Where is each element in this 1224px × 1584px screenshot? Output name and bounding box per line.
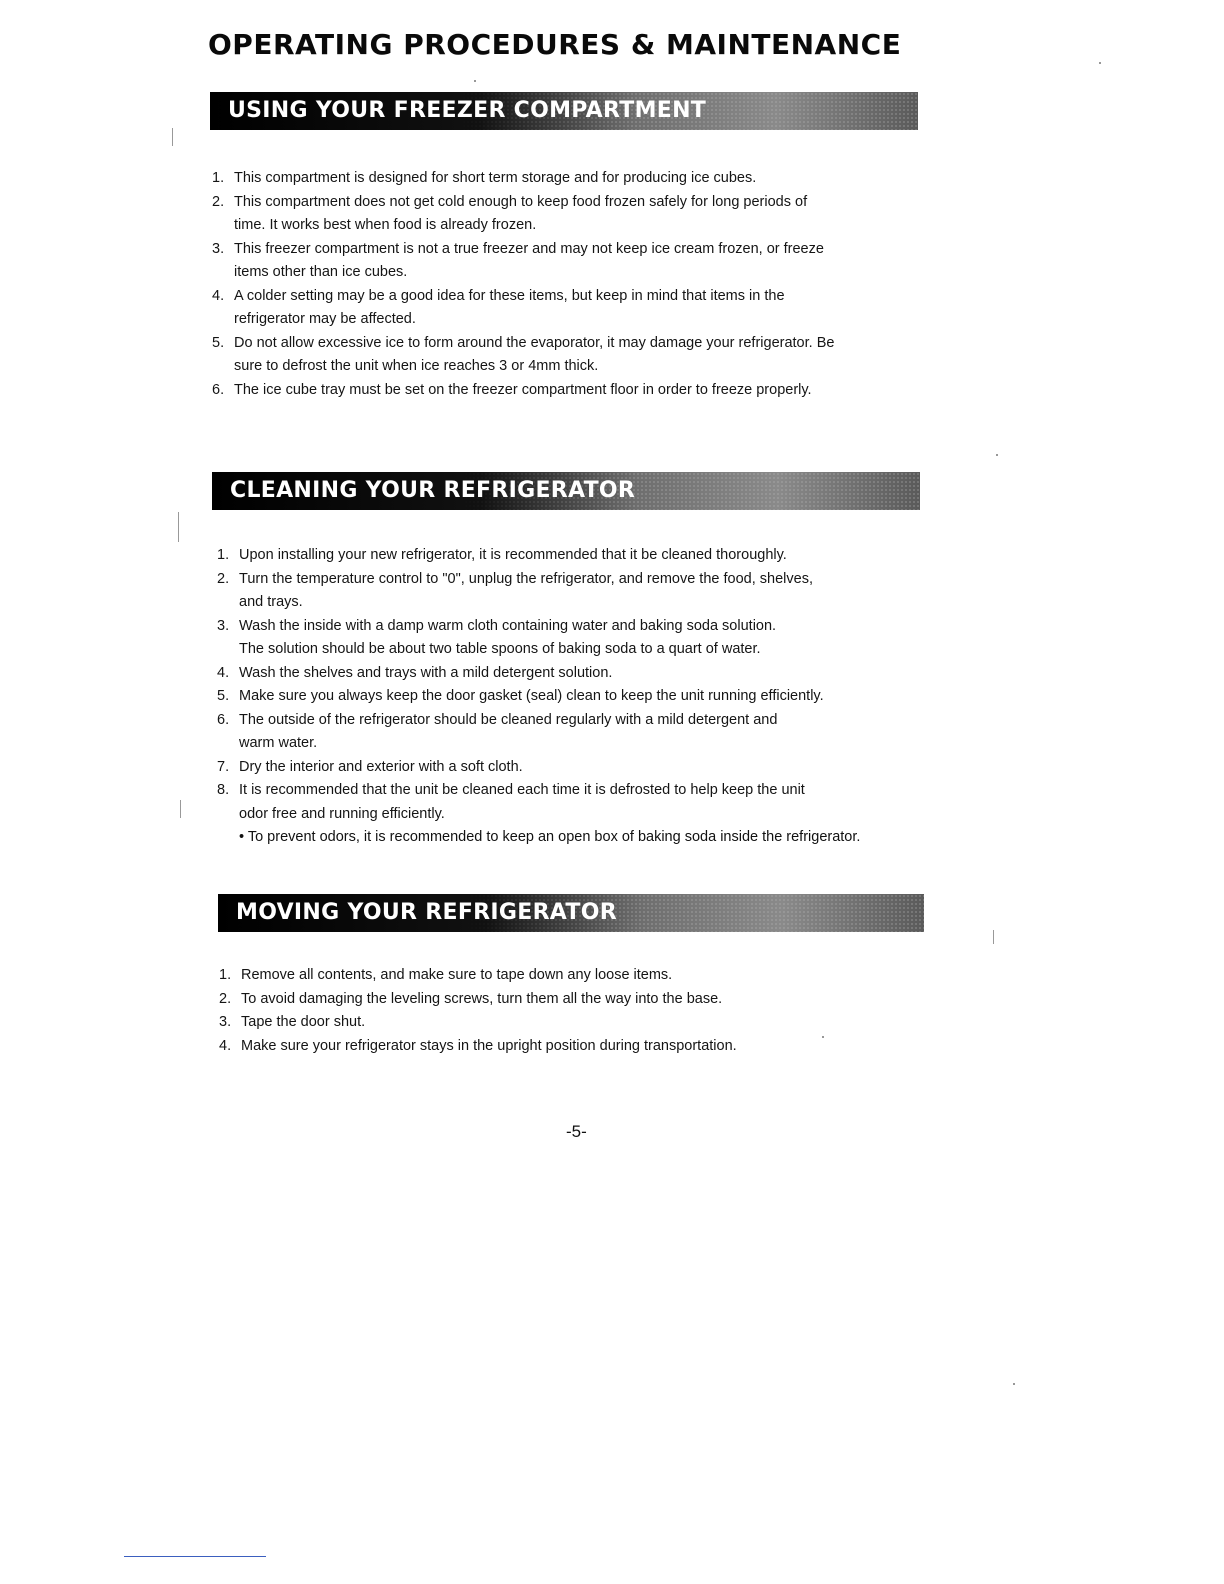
scan-artifact [996,454,998,456]
cleaning-list [217,544,860,850]
list-item: 2. Turn the temperature control to "0", unplug the refrigerator, and remove the food, shelves, and trays. [217,570,813,610]
list-item: 3. Wash the inside with a damp warm cloth containing water and baking soda solution. The solution should be about two table spoons of baking soda to a quart of water. [217,617,777,657]
list-item: 1. This compartment is designed for short term storage and for producing ice cubes. [212,170,757,186]
scan-artifact [474,80,476,82]
section-heading: MOVING YOUR REFRIGERATOR [236,900,617,925]
scan-artifact [124,1556,266,1557]
section-banner-moving [218,894,924,932]
list-item: 1. Remove all contents, and make sure to tape down any loose items. [219,967,673,983]
section-heading: CLEANING YOUR REFRIGERATOR [230,478,636,503]
scan-artifact [172,128,173,146]
scan-artifact [180,800,181,818]
list-item: 3. This freezer compartment is not a true freezer and may not keep ice cream frozen, or freeze items other than ice cubes. [212,240,824,280]
list-item: 5. Make sure you always keep the door gasket (seal) clean to keep the unit running efficiently. [217,688,824,704]
list-item: 5. Do not allow excessive ice to form around the evaporator, it may damage your refrigerator. Be sure to defrost the unit when ice reaches 3 or 4mm thick. [212,334,835,374]
scan-artifact [1099,62,1101,64]
scan-artifact [178,512,179,542]
section-banner-cleaning [212,472,920,510]
page-number: -5- [566,1122,587,1141]
list-item: 7. Dry the interior and exterior with a soft cloth. [217,758,523,775]
list-item: 8. It is recommended that the unit be cleaned each time it is defrosted to help keep the unit odor free and running efficiently. [217,782,805,822]
scan-artifact [822,1036,824,1038]
page-title: OPERATING PROCEDURES & MAINTENANCE [208,28,902,61]
list-item: 1. Upon installing your new refrigerator, it is recommended that it be cleaned thoroughly. [217,547,787,563]
list-item: 4. Make sure your refrigerator stays in the upright position during transportation. [219,1037,737,1054]
cleaning-note: • To prevent odors, it is recommended to keep an open box of baking soda inside the refrigerator. [239,829,861,845]
list-item: 4. Wash the shelves and trays with a mild detergent solution. [217,664,613,681]
freezer-list [212,167,834,402]
section-banner-freezer [210,92,918,130]
scan-artifact [1013,1383,1015,1385]
list-item: 6. The outside of the refrigerator should be cleaned regularly with a mild detergent and warm water. [217,711,778,751]
scan-artifact [993,930,994,944]
list-item: 2. This compartment does not get cold enough to keep food frozen safely for long periods of time. It works best when food is already frozen. [212,193,808,233]
section-heading: USING YOUR FREEZER COMPARTMENT [228,98,707,123]
list-item: 2. To avoid damaging the leveling screws, turn them all the way into the base. [219,990,723,1007]
moving-list [219,964,737,1058]
list-item: 3. Tape the door shut. [219,1014,366,1030]
list-item: 6. The ice cube tray must be set on the freezer compartment floor in order to freeze properly. [212,381,812,398]
list-item: 4. A colder setting may be a good idea for these items, but keep in mind that items in the refrigerator may be affected. [212,287,785,327]
